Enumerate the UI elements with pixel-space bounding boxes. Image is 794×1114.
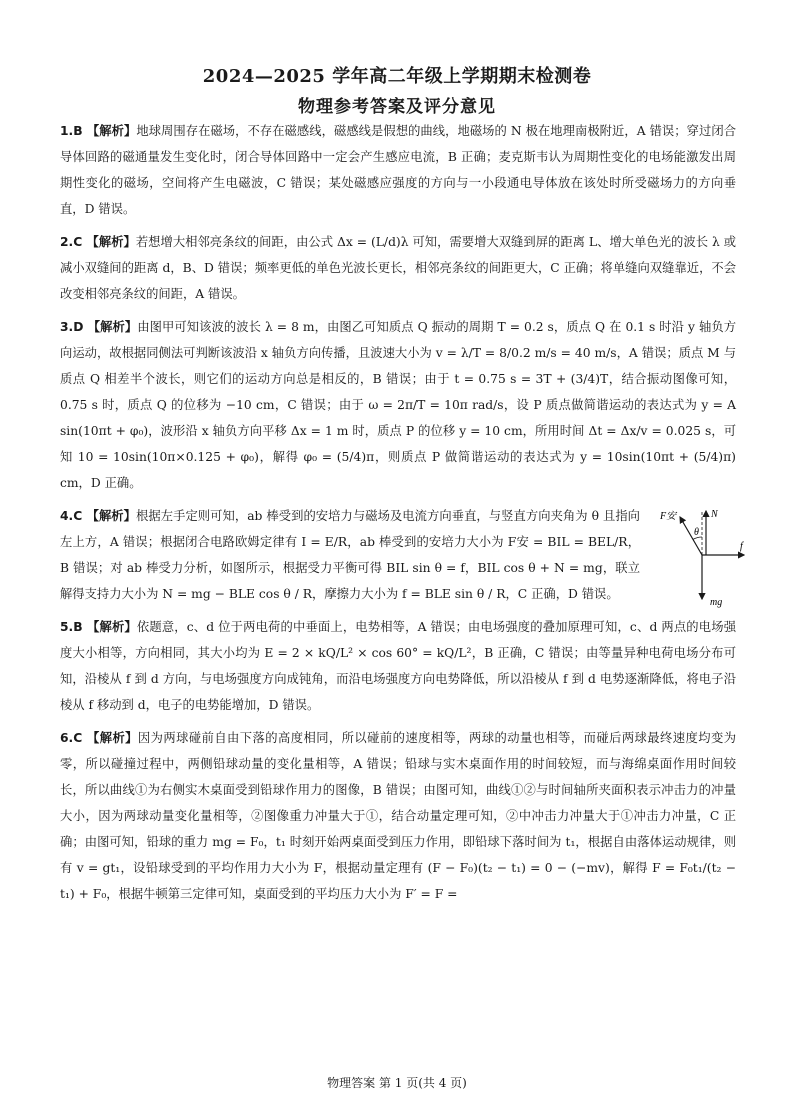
force-diagram bbox=[654, 505, 750, 609]
label-ampere-force: F安 bbox=[660, 511, 677, 522]
page-footer: 物理答案 第 1 页(共 4 页) bbox=[327, 1076, 467, 1090]
answer-6 bbox=[60, 725, 736, 907]
answer-text: 依题意，c、d 位于两电荷的中垂面上，电势相等，A 错误；由电场强度的叠加原理可知，c、d 两点的电场强度大小相等，方向相同，其大小均为 E = 2 × kQ/L² × cos 60° = kQ/L²，B 正确，C 错误；由等量异种电荷电场分布可知，沿棱从 f 到 d 方向，与电场强度方向成钝角，而沿电场强度方向电势降低，所以沿棱从 f 到 d 电势逐渐降低，将电子沿棱从 f 移动到 d，电子的电势能增加，D 错误。 bbox=[60, 620, 736, 712]
answer-head: 4.C 【解析】 bbox=[60, 509, 137, 523]
label-friction: f bbox=[740, 541, 743, 552]
exam-subtitle: 物理参考答案及评分意见 bbox=[298, 97, 496, 117]
answers-body bbox=[60, 118, 743, 914]
answer-text: 由图甲可知该波的波长 λ = 8 m，由图乙可知质点 Q 振动的周期 T = 0.2 s，质点 Q 在 0.1 s 时沿 y 轴负方向运动，故根据同侧法可判断该波沿 x 轴负方向传播，且波速大小为 v = λ/T = 8/0.2 m/s = 40 m/s，A 错误；质点 M 与质点 Q 相差半个波长，则它们的运动方向总是相反的，B 错误；由于 t = 0.75 s = 3T + (3/4)T，结合振动图像可知，0.75 s 时，质点 Q 的位移为 −10 cm，C 错误；由于 ω = 2π/T = 10π rad/s，设 P 质点做简谐运动的表达式为 y = A sin(10πt + φ₀)，波形沿 x 轴负方向平移 Δx = 1 m 时，质点 P 的位移 y = 10 cm，所用时间 Δt = Δx/v = 0.025 s，可知 10 = 10sin(10π×0.125 + φ₀)，解得 φ₀ = (5/4)π，则质点 P 做简谐运动的表达式为 y = 10sin(10πt + (5/4)π) cm，D 正确。 bbox=[60, 320, 736, 490]
answer-head: 6.C 【解析】 bbox=[60, 731, 138, 745]
answer-head: 3.D 【解析】 bbox=[60, 320, 138, 334]
label-normal-force: N bbox=[711, 509, 718, 520]
answer-1 bbox=[60, 118, 736, 222]
answer-text: 地球周围存在磁场，不存在磁感线，磁感线是假想的曲线，地磁场的 N 极在地理南极附近，A 错误；穿过闭合导体回路的磁通量发生变化时，闭合导体回路中一定会产生感应电流，B 正确；麦克斯韦认为周期性变化的电场能激发出周期性变化的磁场，空间将产生电磁波，C 错误；某处磁感应强度的方向与一小段通电导体放在该处时所受磁场力的方向垂直，D 错误。 bbox=[60, 124, 736, 216]
answer-4 bbox=[60, 503, 743, 608]
answer-text: 因为两球碰前自由下落的高度相同，所以碰前的速度相等，两球的动量也相等，而碰后两球最终速度均变为零，所以碰撞过程中，两侧铅球动量的变化量相等，A 错误；铅球与实木桌面作用的时间较短，而与海绵桌面作用时间较长，所以曲线①为右侧实木桌面受到铅球作用力的图像，B 错误；由图可知，曲线①②与时间轴所夹面积表示冲击力的冲量大小，因为两球动量变化量相等，②图像重力冲量大于①，结合动量定理可知，②中冲击力冲量大于①冲击力冲量，C 正确；由图可知，铅球的重力 mg = F₀，t₁ 时刻开始两桌面受到压力作用，即铅球下落时间为 t₁，根据自由落体运动规律，则有 v = gt₁，设铅球受到的平均作用力大小为 F，根据动量定理有 (F − F₀)(t₂ − t₁) = 0 − (−mv)，解得 F = F₀t₁/(t₂ − t₁) + F₀，根据牛顿第三定律可知，桌面受到的平均压力大小为 F′ = F = bbox=[60, 731, 736, 901]
answer-text: 若想增大相邻亮条纹的间距，由公式 Δx = (L/d)λ 可知，需要增大双缝到屏的距离 L、增大单色光的波长 λ 或减小双缝间的距离 d，B、D 错误；频率更低的单色光波长更长，相邻亮条纹的间距更大，C 正确；将单缝向双缝靠近，不会改变相邻亮条纹的间距，A 错误。 bbox=[60, 235, 736, 301]
answer-head: 1.B 【解析】 bbox=[60, 124, 137, 138]
label-angle: θ bbox=[694, 527, 699, 538]
answer-text: 根据左手定则可知，ab 棒受到的安培力与磁场及电流方向垂直，与竖直方向夹角为 θ 且指向左上方，A 错误；根据闭合电路欧姆定律有 I = E/R，ab 棒受到的安培力大小为 F安 = BIL = BEL/R，B 错误；对 ab 棒受力分析，如图所示，根据受力平衡可得 BIL sin θ = f，BIL cos θ + N = mg，联立解得支持力大小为 N = mg − BLE cos θ / R，摩擦力大小为 f = BLE sin θ / R，C 正确，D 错误。 bbox=[60, 509, 640, 601]
label-gravity: mg bbox=[710, 597, 723, 608]
answer-head: 5.B 【解析】 bbox=[60, 620, 137, 634]
answer-5 bbox=[60, 614, 736, 718]
answer-3 bbox=[60, 314, 736, 496]
answer-head: 2.C 【解析】 bbox=[60, 235, 136, 249]
exam-title: 2024—2025 学年高二年级上学期期末检测卷 bbox=[202, 66, 592, 87]
answer-2 bbox=[60, 229, 736, 307]
